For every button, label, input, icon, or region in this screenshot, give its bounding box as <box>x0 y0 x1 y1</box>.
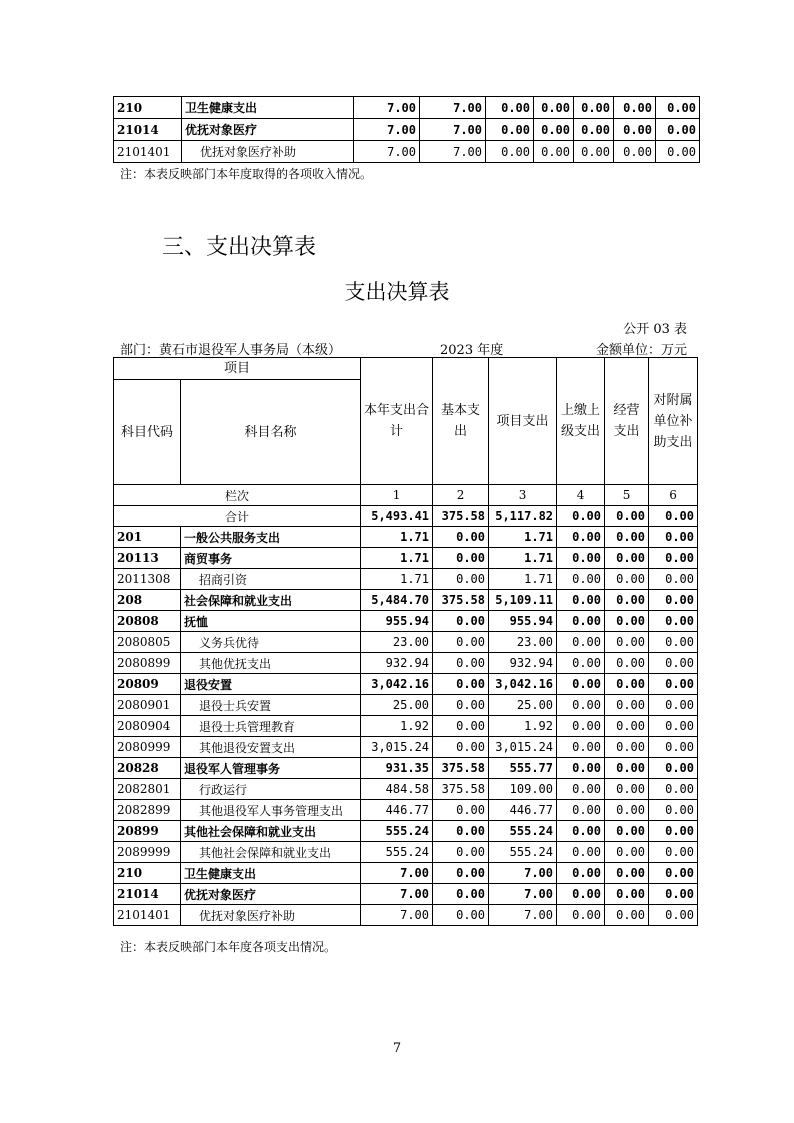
amount-cell: 0.00 <box>605 779 649 800</box>
total-value: 5,117.82 <box>489 506 557 527</box>
page-number: 7 <box>392 1041 402 1056</box>
amount-cell: 7.00 <box>489 905 557 926</box>
header-name: 科目名称 <box>181 380 361 485</box>
amount-cell: 0.00 <box>614 97 656 119</box>
col-number: 4 <box>557 485 605 506</box>
amount-cell: 0.00 <box>649 653 698 674</box>
amount-cell: 1.92 <box>361 716 433 737</box>
subject-name: 退役军人管理事务 <box>181 758 361 779</box>
amount-cell: 0.00 <box>574 141 614 163</box>
amount-cell: 1.71 <box>489 527 557 548</box>
subject-name: 优抚对象医疗 <box>181 884 361 905</box>
amount-cell: 932.94 <box>361 653 433 674</box>
amount-cell: 931.35 <box>361 758 433 779</box>
amount-cell: 0.00 <box>649 737 698 758</box>
amount-cell: 1.71 <box>361 548 433 569</box>
amount-cell: 0.00 <box>433 905 489 926</box>
amount-cell: 375.58 <box>433 758 489 779</box>
subject-code: 20113 <box>114 548 181 569</box>
table-row <box>114 653 698 674</box>
amount-cell: 0.00 <box>433 863 489 884</box>
amount-cell: 7.00 <box>420 97 486 119</box>
subject-name: 其他退役安置支出 <box>181 737 361 758</box>
table-row <box>114 800 698 821</box>
subject-name: 卫生健康支出 <box>182 97 354 119</box>
amount-cell: 0.00 <box>557 842 605 863</box>
amount-cell: 0.00 <box>486 97 534 119</box>
amount-cell: 0.00 <box>557 674 605 695</box>
subject-name: 退役士兵管理教育 <box>181 716 361 737</box>
amount-cell: 3,042.16 <box>361 674 433 695</box>
subject-code: 2080899 <box>114 653 181 674</box>
subject-name: 其他社会保障和就业支出 <box>181 821 361 842</box>
header-col-1: 本年支出合计 <box>361 358 433 485</box>
amount-cell: 7.00 <box>361 905 433 926</box>
amount-cell: 23.00 <box>489 632 557 653</box>
amount-cell: 7.00 <box>361 884 433 905</box>
amount-cell: 7.00 <box>354 141 420 163</box>
subject-code: 2089999 <box>114 842 181 863</box>
amount-cell: 0.00 <box>605 863 649 884</box>
subject-code: 21014 <box>114 884 181 905</box>
amount-cell: 0.00 <box>605 548 649 569</box>
amount-cell: 955.94 <box>489 611 557 632</box>
amount-cell: 0.00 <box>605 884 649 905</box>
amount-cell: 0.00 <box>614 119 656 141</box>
subject-code: 20808 <box>114 611 181 632</box>
amount-cell: 0.00 <box>574 97 614 119</box>
table-row <box>114 674 698 695</box>
amount-cell: 0.00 <box>557 737 605 758</box>
amount-cell: 1.71 <box>361 527 433 548</box>
header-col-3: 项目支出 <box>489 358 557 485</box>
table-row <box>114 842 698 863</box>
amount-cell: 0.00 <box>649 905 698 926</box>
amount-cell: 0.00 <box>557 758 605 779</box>
amount-unit: 金额单位：万元 <box>595 343 687 358</box>
amount-cell: 0.00 <box>605 674 649 695</box>
amount-cell: 555.24 <box>489 821 557 842</box>
amount-cell: 555.24 <box>361 821 433 842</box>
table-row <box>114 758 698 779</box>
amount-cell: 0.00 <box>605 758 649 779</box>
table-row <box>114 632 698 653</box>
amount-cell: 0.00 <box>433 548 489 569</box>
table-row <box>114 737 698 758</box>
amount-cell: 0.00 <box>433 695 489 716</box>
amount-cell: 375.58 <box>433 779 489 800</box>
amount-cell: 932.94 <box>489 653 557 674</box>
subject-name: 招商引资 <box>181 569 361 590</box>
amount-cell: 0.00 <box>649 800 698 821</box>
header-col-4: 上缴上级支出 <box>557 358 605 485</box>
col-number: 2 <box>433 485 489 506</box>
amount-cell: 0.00 <box>557 590 605 611</box>
header-col-6: 对附属单位补助支出 <box>649 358 698 485</box>
amount-cell: 0.00 <box>605 569 649 590</box>
table-row <box>114 905 698 926</box>
amount-cell: 0.00 <box>557 632 605 653</box>
amount-cell: 5,484.70 <box>361 590 433 611</box>
amount-cell: 0.00 <box>557 779 605 800</box>
subject-name: 商贸事务 <box>181 548 361 569</box>
amount-cell: 555.24 <box>489 842 557 863</box>
subject-name: 抚恤 <box>181 611 361 632</box>
total-label: 合计 <box>114 506 361 527</box>
header-project: 项目 <box>114 358 361 380</box>
amount-cell: 0.00 <box>605 527 649 548</box>
amount-cell: 0.00 <box>557 863 605 884</box>
amount-cell: 25.00 <box>489 695 557 716</box>
amount-cell: 0.00 <box>656 97 700 119</box>
subject-name: 优抚对象医疗 <box>182 119 354 141</box>
amount-cell: 7.00 <box>354 97 420 119</box>
amount-cell: 0.00 <box>557 716 605 737</box>
amount-cell: 0.00 <box>557 548 605 569</box>
amount-cell: 0.00 <box>433 632 489 653</box>
amount-cell: 0.00 <box>649 527 698 548</box>
subject-name: 其他退役军人事务管理支出 <box>181 800 361 821</box>
amount-cell: 0.00 <box>534 119 574 141</box>
amount-cell: 1.92 <box>489 716 557 737</box>
amount-cell: 3,015.24 <box>489 737 557 758</box>
table-row <box>114 863 698 884</box>
amount-cell: 0.00 <box>433 569 489 590</box>
subject-code: 20828 <box>114 758 181 779</box>
total-value: 0.00 <box>649 506 698 527</box>
amount-cell: 1.71 <box>489 548 557 569</box>
table-row <box>114 119 700 141</box>
subject-name: 优抚对象医疗补助 <box>182 141 354 163</box>
subject-name: 其他优抚支出 <box>181 653 361 674</box>
amount-cell: 0.00 <box>649 863 698 884</box>
amount-cell: 109.00 <box>489 779 557 800</box>
header-code: 科目代码 <box>114 380 181 485</box>
amount-cell: 0.00 <box>605 821 649 842</box>
table-row <box>114 527 698 548</box>
header-col-5: 经营支出 <box>605 358 649 485</box>
table-row <box>114 611 698 632</box>
subject-code: 20809 <box>114 674 181 695</box>
header-col-2: 基本支出 <box>433 358 489 485</box>
table-row <box>114 569 698 590</box>
amount-cell: 446.77 <box>361 800 433 821</box>
fiscal-year: 2023 年度 <box>440 343 504 358</box>
amount-cell: 3,015.24 <box>361 737 433 758</box>
amount-cell: 3,042.16 <box>489 674 557 695</box>
amount-cell: 7.00 <box>420 119 486 141</box>
amount-cell: 0.00 <box>433 611 489 632</box>
amount-cell: 484.58 <box>361 779 433 800</box>
subject-code: 2101401 <box>114 141 182 163</box>
amount-cell: 0.00 <box>557 569 605 590</box>
amount-cell: 0.00 <box>605 590 649 611</box>
amount-cell: 0.00 <box>433 716 489 737</box>
amount-cell: 0.00 <box>605 632 649 653</box>
amount-cell: 0.00 <box>656 119 700 141</box>
subject-code: 2082899 <box>114 800 181 821</box>
subject-code: 2080805 <box>114 632 181 653</box>
form-number: 公开 03 表 <box>623 322 687 337</box>
amount-cell: 0.00 <box>649 695 698 716</box>
amount-cell: 0.00 <box>557 653 605 674</box>
subject-code: 208 <box>114 590 181 611</box>
amount-cell: 0.00 <box>557 905 605 926</box>
total-value: 0.00 <box>605 506 649 527</box>
amount-cell: 7.00 <box>361 863 433 884</box>
amount-cell: 1.71 <box>489 569 557 590</box>
subject-code: 2080901 <box>114 695 181 716</box>
amount-cell: 0.00 <box>486 141 534 163</box>
col-number: 6 <box>649 485 698 506</box>
income-table-continued <box>113 96 700 163</box>
department-label: 部门：黄石市退役军人事务局（本级） <box>120 343 342 358</box>
table-title: 支出决算表 <box>344 280 450 304</box>
amount-cell: 0.00 <box>649 674 698 695</box>
total-value: 375.58 <box>433 506 489 527</box>
amount-cell: 0.00 <box>605 653 649 674</box>
amount-cell: 7.00 <box>489 863 557 884</box>
amount-cell: 0.00 <box>605 800 649 821</box>
amount-cell: 0.00 <box>534 141 574 163</box>
amount-cell: 0.00 <box>574 119 614 141</box>
total-value: 5,493.41 <box>361 506 433 527</box>
subject-code: 2082801 <box>114 779 181 800</box>
amount-cell: 0.00 <box>605 905 649 926</box>
income-table-note: 注：本表反映部门本年度取得的各项收入情况。 <box>120 167 373 181</box>
amount-cell: 0.00 <box>433 527 489 548</box>
subject-code: 2101401 <box>114 905 181 926</box>
amount-cell: 0.00 <box>605 611 649 632</box>
amount-cell: 0.00 <box>649 716 698 737</box>
subject-code: 2080999 <box>114 737 181 758</box>
amount-cell: 0.00 <box>649 632 698 653</box>
amount-cell: 0.00 <box>534 97 574 119</box>
amount-cell: 555.24 <box>361 842 433 863</box>
subject-code: 2080904 <box>114 716 181 737</box>
expenditure-table-note: 注：本表反映部门本年度各项支出情况。 <box>120 940 337 954</box>
amount-cell: 0.00 <box>614 141 656 163</box>
amount-cell: 0.00 <box>433 842 489 863</box>
amount-cell: 555.77 <box>489 758 557 779</box>
subject-code: 20899 <box>114 821 181 842</box>
amount-cell: 0.00 <box>605 737 649 758</box>
table-row <box>114 548 698 569</box>
amount-cell: 0.00 <box>656 141 700 163</box>
amount-cell: 0.00 <box>649 611 698 632</box>
amount-cell: 0.00 <box>557 527 605 548</box>
amount-cell: 0.00 <box>557 821 605 842</box>
amount-cell: 23.00 <box>361 632 433 653</box>
table-row <box>114 590 698 611</box>
amount-cell: 0.00 <box>557 800 605 821</box>
amount-cell: 375.58 <box>433 590 489 611</box>
col-number: 1 <box>361 485 433 506</box>
amount-cell: 0.00 <box>433 737 489 758</box>
amount-cell: 0.00 <box>649 548 698 569</box>
expenditure-table <box>113 357 698 926</box>
subject-code: 201 <box>114 527 181 548</box>
table-row <box>114 695 698 716</box>
table-row <box>114 97 700 119</box>
amount-cell: 5,109.11 <box>489 590 557 611</box>
table-row <box>114 716 698 737</box>
table-row <box>114 821 698 842</box>
total-value: 0.00 <box>557 506 605 527</box>
subject-code: 2011308 <box>114 569 181 590</box>
amount-cell: 0.00 <box>649 569 698 590</box>
amount-cell: 25.00 <box>361 695 433 716</box>
subject-name: 一般公共服务支出 <box>181 527 361 548</box>
subject-name: 社会保障和就业支出 <box>181 590 361 611</box>
amount-cell: 7.00 <box>420 141 486 163</box>
amount-cell: 0.00 <box>557 695 605 716</box>
subject-name: 退役安置 <box>181 674 361 695</box>
subject-code: 210 <box>114 863 181 884</box>
subject-name: 义务兵优待 <box>181 632 361 653</box>
amount-cell: 0.00 <box>433 653 489 674</box>
amount-cell: 0.00 <box>649 779 698 800</box>
subject-name: 退役士兵安置 <box>181 695 361 716</box>
amount-cell: 0.00 <box>433 674 489 695</box>
table-row <box>114 779 698 800</box>
amount-cell: 0.00 <box>433 884 489 905</box>
amount-cell: 955.94 <box>361 611 433 632</box>
amount-cell: 0.00 <box>649 884 698 905</box>
subject-name: 卫生健康支出 <box>181 863 361 884</box>
amount-cell: 0.00 <box>605 842 649 863</box>
subject-name: 其他社会保障和就业支出 <box>181 842 361 863</box>
amount-cell: 446.77 <box>489 800 557 821</box>
amount-cell: 0.00 <box>557 611 605 632</box>
subject-name: 行政运行 <box>181 779 361 800</box>
subject-name: 优抚对象医疗补助 <box>181 905 361 926</box>
amount-cell: 0.00 <box>557 884 605 905</box>
col-number: 5 <box>605 485 649 506</box>
amount-cell: 7.00 <box>354 119 420 141</box>
table-row <box>114 884 698 905</box>
subject-code: 21014 <box>114 119 182 141</box>
row-number-label: 栏次 <box>114 485 361 506</box>
amount-cell: 0.00 <box>605 716 649 737</box>
amount-cell: 0.00 <box>605 695 649 716</box>
amount-cell: 0.00 <box>433 821 489 842</box>
table-row <box>114 141 700 163</box>
amount-cell: 0.00 <box>649 842 698 863</box>
amount-cell: 0.00 <box>433 800 489 821</box>
subject-code: 210 <box>114 97 182 119</box>
amount-cell: 0.00 <box>649 758 698 779</box>
section-heading: 三、支出决算表 <box>162 235 317 260</box>
amount-cell: 1.71 <box>361 569 433 590</box>
amount-cell: 0.00 <box>649 590 698 611</box>
col-number: 3 <box>489 485 557 506</box>
amount-cell: 7.00 <box>489 884 557 905</box>
amount-cell: 0.00 <box>486 119 534 141</box>
amount-cell: 0.00 <box>649 821 698 842</box>
